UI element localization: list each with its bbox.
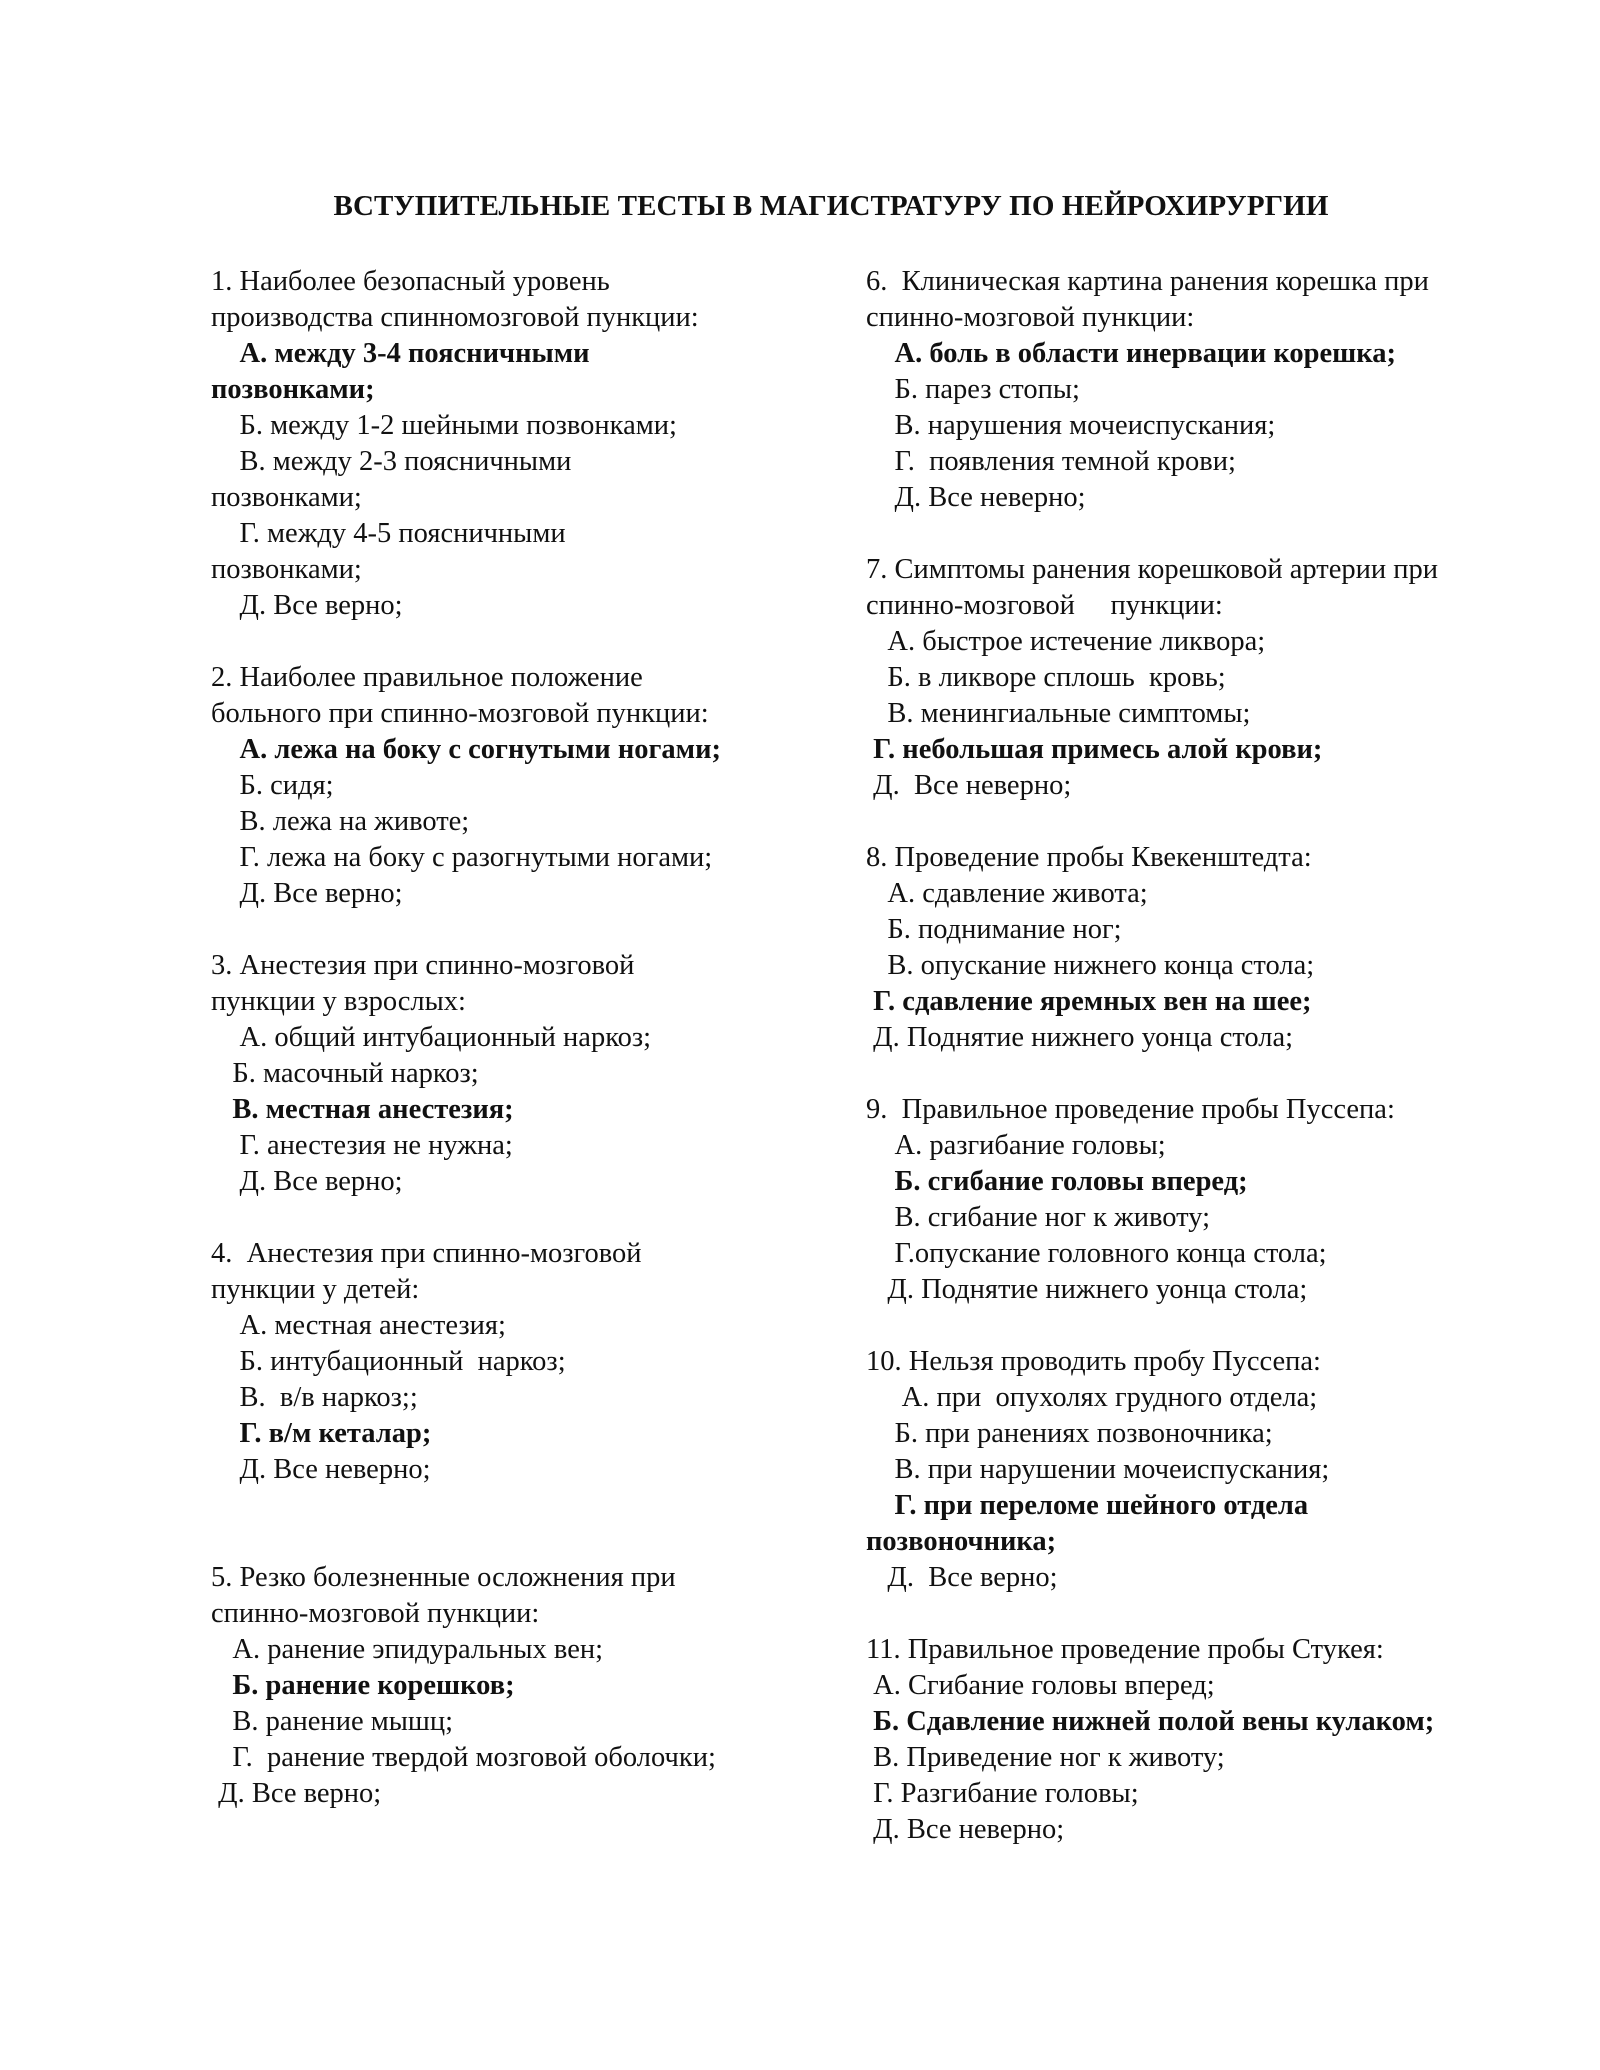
answer-option-correct: Г. в/м кеталар; [211, 1418, 432, 1449]
answer-option: Г. между 4-5 поясничными [211, 518, 566, 549]
answer-option: Д. Все верно; [211, 590, 403, 621]
question-3 [211, 948, 851, 1200]
answer-option-correct: Б. ранение корешков; [211, 1670, 515, 1701]
answer-option: А. сдавление живота; [866, 878, 1148, 909]
answer-option: Б. масочный наркоз; [211, 1058, 479, 1089]
question-6 [866, 264, 1526, 516]
answer-option: В. лежа на животе; [211, 806, 470, 837]
question-text: пункции у детей: [211, 1274, 420, 1305]
question-4 [211, 1236, 851, 1488]
question-text: пункции у взрослых: [211, 986, 466, 1017]
answer-option: Д. Все верно; [211, 1778, 382, 1809]
question-text: 7. Симптомы ранения корешковой артерии при [866, 554, 1438, 585]
answer-option: Д. Поднятие нижнего уонца стола; [866, 1274, 1308, 1305]
answer-option: Д. Все неверно; [211, 1454, 431, 1485]
answer-option-correct: Б. сгибание головы вперед; [866, 1166, 1248, 1197]
answer-option: Д. Все верно; [211, 1166, 403, 1197]
question-text: 8. Проведение пробы Квекенштедта: [866, 842, 1312, 873]
answer-option: А. общий интубационный наркоз; [211, 1022, 652, 1053]
answer-option: А. разгибание головы; [866, 1130, 1166, 1161]
question-text: больного при спинно-мозговой пункции: [211, 698, 709, 729]
answer-option: Д. Все неверно; [866, 1814, 1065, 1845]
question-text: 4. Анестезия при спинно-мозговой [211, 1238, 642, 1269]
answer-option-correct: А. лежа на боку с согнутыми ногами; [211, 734, 722, 765]
answer-option: В. в/в наркоз;; [211, 1382, 418, 1413]
question-text: 2. Наиболее правильное положение [211, 662, 643, 693]
answer-option: В. между 2-3 поясничными [211, 446, 572, 477]
answer-option-correct: Г. небольшая примесь алой крови; [866, 734, 1323, 765]
answer-option: В. Приведение ног к животу; [866, 1742, 1225, 1773]
question-text: 9. Правильное проведение пробы Пуссепа: [866, 1094, 1395, 1125]
answer-option: Д. Все верно; [866, 1562, 1058, 1593]
answer-option: А. ранение эпидуральных вен; [211, 1634, 604, 1665]
answer-option: Г.опускание головного конца стола; [866, 1238, 1327, 1269]
answer-option: Д. Все верно; [211, 878, 403, 909]
question-text: спинно-мозговой пункции: [211, 1598, 540, 1629]
answer-option: Г. лежа на боку с разогнутыми ногами; [211, 842, 713, 873]
question-9 [866, 1092, 1526, 1308]
answer-option: В. нарушения мочеиспускания; [866, 410, 1276, 441]
question-11 [866, 1632, 1526, 1848]
answer-option: А. местная анестезия; [211, 1310, 506, 1341]
left-column [211, 264, 851, 1812]
answer-option: Д. Поднятие нижнего уонца стола; [866, 1022, 1294, 1053]
question-1 [211, 264, 851, 624]
answer-option: позвонками; [211, 482, 362, 513]
answer-option-correct: В. местная анестезия; [211, 1094, 514, 1125]
answer-option: Г. ранение твердой мозговой оболочки; [211, 1742, 716, 1773]
question-text: 5. Резко болезненные осложнения при [211, 1562, 676, 1593]
answer-option: В. сгибание ног к животу; [866, 1202, 1211, 1233]
answer-option-correct: Б. Сдавление нижней полой вены кулаком; [866, 1706, 1435, 1737]
question-8 [866, 840, 1526, 1056]
answer-option: Д. Все неверно; [866, 770, 1072, 801]
answer-option: Б. поднимание ног; [866, 914, 1122, 945]
question-2 [211, 660, 851, 912]
answer-option: В. при нарушении мочеиспускания; [866, 1454, 1330, 1485]
question-text: 11. Правильное проведение пробы Стукея: [866, 1634, 1384, 1665]
question-text: 3. Анестезия при спинно-мозговой [211, 950, 635, 981]
answer-option: Г. появления темной крови; [866, 446, 1236, 477]
answer-option: Б. парез стопы; [866, 374, 1080, 405]
answer-option-correct: позвонками; [211, 374, 375, 405]
question-text: 10. Нельзя проводить пробу Пуссепа: [866, 1346, 1321, 1377]
answer-option-correct: А. между 3-4 поясничными [211, 338, 590, 369]
answer-option: Г. анестезия не нужна; [211, 1130, 513, 1161]
question-text: спинно-мозговой пункции: [866, 302, 1195, 333]
question-7 [866, 552, 1526, 804]
answer-option: позвонками; [211, 554, 362, 585]
question-5 [211, 1560, 851, 1812]
answer-option: Б. между 1-2 шейными позвонками; [211, 410, 677, 441]
answer-option: Д. Все неверно; [866, 482, 1086, 513]
question-text: спинно-мозговой пункции: [866, 590, 1223, 621]
question-text: 1. Наиболее безопасный уровень [211, 266, 610, 297]
answer-option-correct: А. боль в области инервации корешка; [866, 338, 1396, 369]
answer-option-correct: Г. сдавление яремных вен на шее; [866, 986, 1312, 1017]
answer-option: Б. при ранениях позвоночника; [866, 1418, 1273, 1449]
question-10 [866, 1344, 1526, 1596]
answer-option: Б. в ликворе сплошь кровь; [866, 662, 1226, 693]
answer-option-correct: позвоночника; [866, 1526, 1057, 1557]
question-text: 6. Клиническая картина ранения корешка при [866, 266, 1429, 297]
answer-option: В. менингиальные симптомы; [866, 698, 1251, 729]
right-column [866, 264, 1526, 1848]
page-title: ВСТУПИТЕЛЬНЫЕ ТЕСТЫ В МАГИСТРАТУРУ ПО НЕЙРОХИРУРГИИ [333, 190, 1329, 222]
answer-option-correct: Г. при переломе шейного отдела [866, 1490, 1309, 1521]
answer-option: А. при опухолях грудного отдела; [866, 1382, 1318, 1413]
answer-option: В. опускание нижнего конца стола; [866, 950, 1315, 981]
answer-option: Б. интубационный наркоз; [211, 1346, 566, 1377]
question-text: производства спинномозговой пункции: [211, 302, 699, 333]
answer-option: Г. Разгибание головы; [866, 1778, 1139, 1809]
answer-option: В. ранение мышц; [211, 1706, 454, 1737]
answer-option: А. Сгибание головы вперед; [866, 1670, 1215, 1701]
answer-option: А. быстрое истечение ликвора; [866, 626, 1266, 657]
answer-option: Б. сидя; [211, 770, 334, 801]
